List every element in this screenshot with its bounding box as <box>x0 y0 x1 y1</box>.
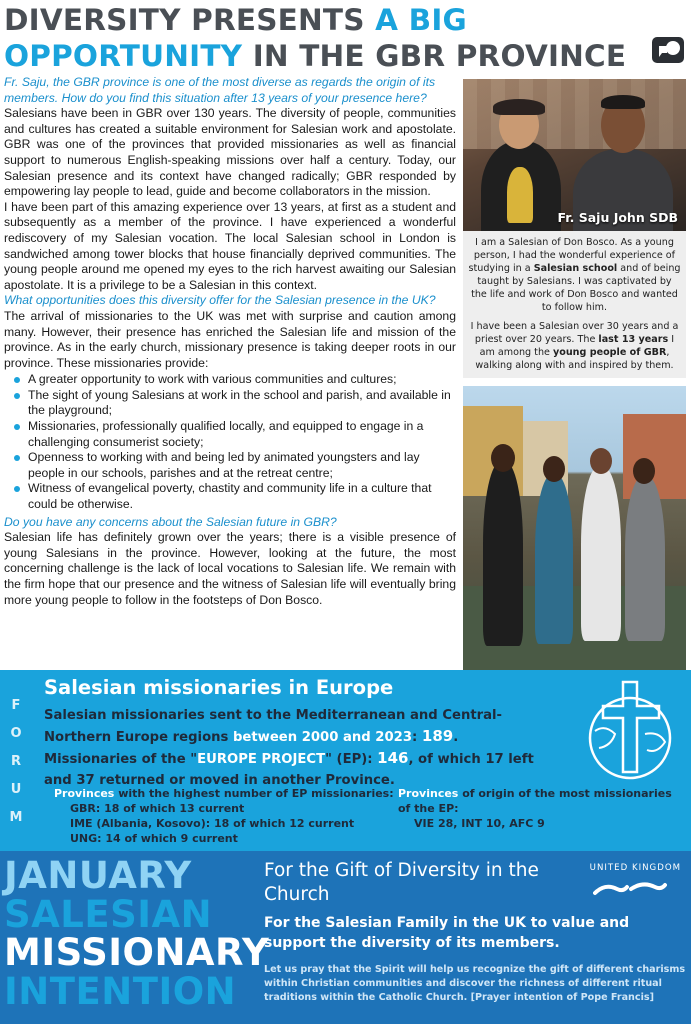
question-3: Do you have any concerns about the Salesian future in GBR? <box>4 514 337 529</box>
bio-text: and of being taught by Salesians. I was captivated by the life and work of Don Bosco and wanted to follow him. <box>471 263 681 313</box>
forum-letter: O <box>10 726 22 741</box>
intention-heading-line: SALESIAN <box>4 892 213 936</box>
provinces-text: with the highest number of EP missionaries: <box>114 787 394 800</box>
forum-letter: U <box>10 782 22 797</box>
article-title <box>4 2 644 74</box>
list-item: IME (Albania, Kosovo): 18 of which 12 current <box>70 817 355 830</box>
paragraph-3: The arrival of missionaries to the UK was met with surprise and caution among many. However, their presence has enriched the Salesian life and mission of the province. As in the early church, missionary presence is taking deeper roots in our province. These missionaries provide: <box>4 308 456 370</box>
provinces-origin <box>398 786 683 831</box>
stat-number: 189 <box>421 727 454 745</box>
stat-text: Missionaries of the " <box>44 752 198 767</box>
sidebar <box>463 79 686 671</box>
bio-box <box>463 231 686 378</box>
article-body <box>4 75 456 608</box>
list-item: GBR: 18 of which 13 current <box>70 802 245 815</box>
intention-heading-line: MISSIONARY <box>4 931 270 974</box>
forum-stat-2 <box>44 748 564 791</box>
bio-text-bold: last 13 years <box>598 334 669 345</box>
question-1: Fr. Saju, the GBR province is one of the most diverse as regards the origin of its members. How do you find this situation after 13 years of your presence here? <box>4 75 436 105</box>
intention-heading-line: JANUARY <box>4 854 192 897</box>
forum-stat-1 <box>44 705 564 748</box>
intention-subtitle: For the Salesian Family in the UK to value and support the diversity of its members. <box>264 915 630 951</box>
question-2: What opportunities does this diversity offer for the Salesian presence in the UK? <box>4 293 436 308</box>
title-line-2 <box>4 38 644 74</box>
paragraph-1: Salesians have been in GBR over 130 years. The diversity of people, communities and cultures has created a suitable environment for Salesian work and apostolate. GBR was one of the provinces that provided missionaries as well as financial support to numerous English-speaking missions over half a century. Today, our Salesian presence and its context have changed radically; GBR responded by empowering lay people to lead, guide and become collaborators in the mission. <box>4 106 456 199</box>
title-part: OPPORTUNITY <box>4 39 253 73</box>
title-part: IN THE GBR PROVINCE <box>252 39 627 73</box>
bio-text: , walking along with and inspired by them. <box>475 347 674 371</box>
stat-text: Salesian missionaries sent to the Mediterranean and Central-Northern Europe regions <box>44 708 503 745</box>
stat-text: : <box>412 730 422 745</box>
stat-text: . <box>453 730 459 745</box>
bio-text: I have been a Salesian over 30 years and a priest over 20 years. The <box>470 321 679 345</box>
title-line-1 <box>4 2 644 38</box>
forum-letter: F <box>11 698 21 713</box>
photo-caption: Fr. Saju John SDB <box>557 210 678 225</box>
provinces-label: Provinces <box>398 787 459 800</box>
bio-paragraph-1 <box>468 236 681 314</box>
forum-stats <box>44 705 564 791</box>
group-photo <box>463 386 686 671</box>
country-label: UNITED KINGDOM <box>589 863 681 873</box>
forum-letter: M <box>9 810 23 825</box>
provinces-label: Provinces <box>54 787 115 800</box>
title-part: A BIG <box>375 3 467 37</box>
stat-text: , of which 17 left and 37 returned or moved in another Province. <box>44 752 534 788</box>
intention-title: For the Gift of Diversity in the Church <box>264 860 539 905</box>
chat-bubble-icon <box>651 36 685 66</box>
provinces-text: of origin of the most missionaries of the EP: <box>398 787 672 815</box>
bio-text: I am among the <box>479 334 675 358</box>
wave-logo-icon <box>593 879 667 899</box>
bio-text: I am a Salesian of Don Bosco. As a young person, I had the wonderful experience of studying in a <box>468 237 676 274</box>
portrait-photo <box>463 79 686 231</box>
stat-highlight: EUROPE PROJECT <box>197 752 326 767</box>
provinces-highest <box>54 786 394 846</box>
forum-letter: R <box>10 754 21 769</box>
list-item: The sight of young Salesians at work in the school and parish, and available in the playground; <box>4 388 456 419</box>
intention-heading-line: INTENTION <box>4 969 237 1013</box>
bio-text-bold: young people of GBR <box>552 347 667 358</box>
title-part: DIVERSITY PRESENTS <box>4 3 376 37</box>
stat-highlight: between 2000 and 2023 <box>232 730 413 745</box>
forum-box <box>0 670 691 851</box>
bullet-list <box>4 372 456 512</box>
stat-number: 146 <box>377 749 409 767</box>
list-item: Missionaries, professionally qualified locally, and equipped to engage in a challenging consumerist society; <box>4 419 456 450</box>
paragraph-2: I have been part of this amazing experience over 13 years, at first as a student and subsequently as a member of the province. I have experienced a wonderful rediscovery of my Salesian vocation. The local Salesian school in London is sandwiched among tower blocks that house financially deprived communities. The young people around me opened my eyes to the rich harvest awaiting our Salesian apostolate. It is a privilege to be a Salesian in this context. <box>4 199 456 292</box>
prayer-intention: Let us pray that the Spirit will help us recognize the gift of different charisms within Christian communities and discover the richness of different ritual traditions within the Catholic Church. [Prayer intention of Pope Francis] <box>264 964 686 1003</box>
missionary-intention-box <box>0 851 691 1024</box>
forum-vertical-label <box>6 692 26 832</box>
intention-heading <box>4 854 270 1013</box>
stat-text: " (EP): <box>325 752 378 767</box>
forum-title: Salesian missionaries in Europe <box>44 676 394 699</box>
list-item: Openness to working with and being led by animated youngsters and lay people in our schools, parishes and at the retreat centre; <box>4 450 456 481</box>
list-item: A greater opportunity to work with various communities and cultures; <box>4 372 456 388</box>
bio-paragraph-2 <box>468 320 681 372</box>
list-item: VIE 28, INT 10, AFC 9 <box>414 817 545 830</box>
globe-cross-icon <box>585 676 675 788</box>
list-item: UNG: 14 of which 9 current <box>70 832 238 845</box>
list-item: Witness of evangelical poverty, chastity and community life in a culture that could be otherwise. <box>4 481 456 512</box>
paragraph-4: Salesian life has definitely grown over the years; there is a visible presence of young Salesians in the province. However, looking at the future, the most concerning challenge is the lack of local vocations to Salesian life. We remain with the firm hope that our presence and the witness of Salesian life will eventually bring more young people to follow in the footsteps of Don Bosco. <box>4 530 456 607</box>
bio-text-bold: Salesian school <box>533 263 618 274</box>
